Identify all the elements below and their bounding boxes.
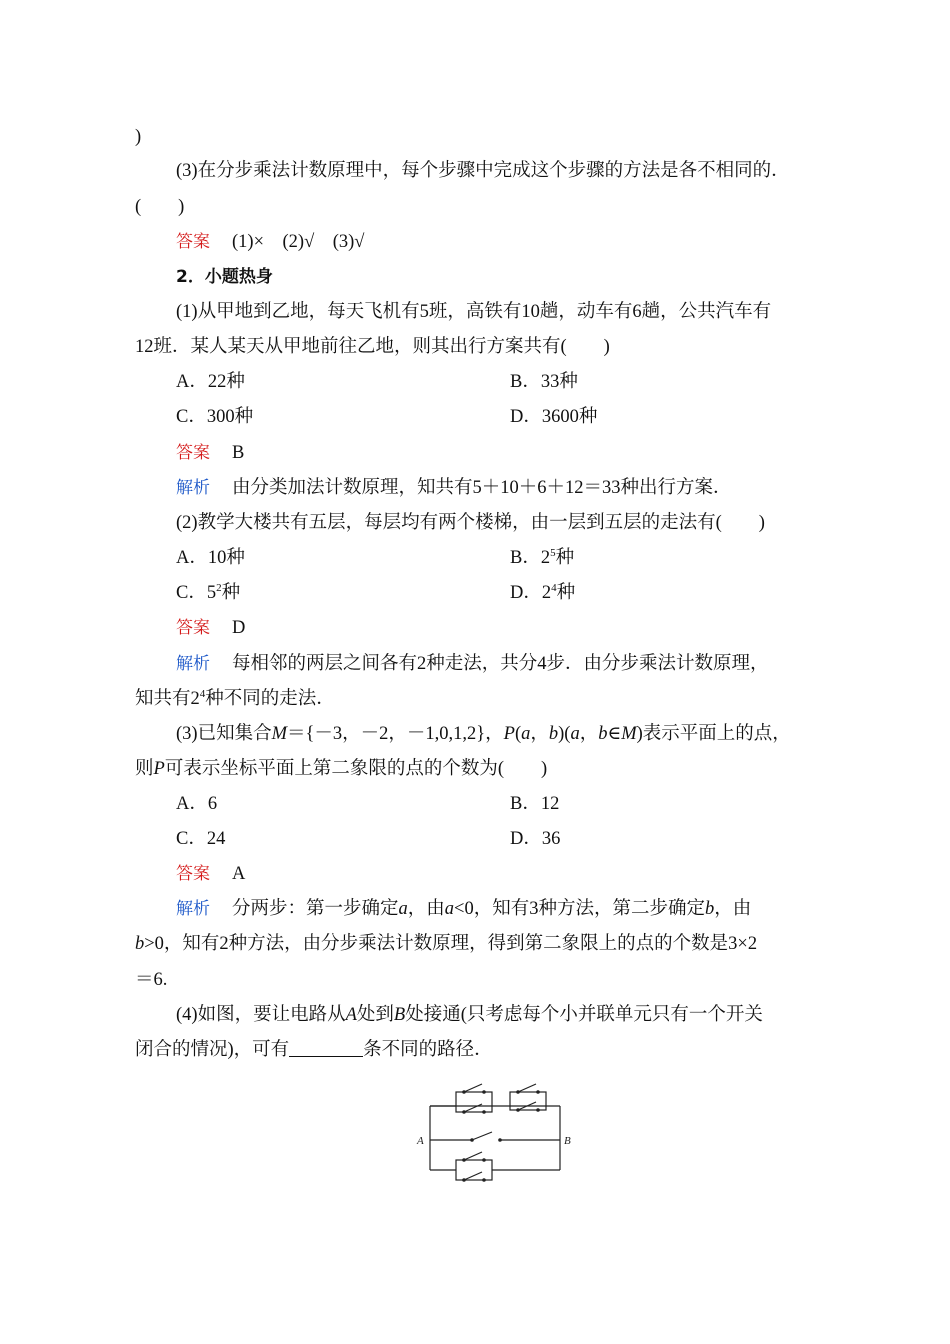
analysis-text: 由分类加法计数原理，知共有5＋10＋6＋12＝33种出行方案． bbox=[232, 478, 732, 498]
judge-answers: (1)× (2)√ (3)√ bbox=[232, 232, 365, 252]
problem-3-analysis-end: ＝6. bbox=[135, 970, 168, 990]
problem-3-line-2: 则P可表示坐标平面上第二象限的点的个数为( ) bbox=[135, 759, 548, 779]
problem-2-analysis-cont: 知共有$2^4$种不同的走法． bbox=[135, 688, 335, 709]
problem-1-line-2: 12班．某人某天从甲地前往乙地，则其出行方案共有( ) bbox=[135, 337, 610, 357]
option-a: A．22种 bbox=[176, 372, 245, 392]
option-a: A．10种 bbox=[176, 548, 245, 568]
answer-label: 答案 bbox=[176, 618, 210, 638]
answer-value: D bbox=[232, 618, 246, 638]
problem-2-answer bbox=[176, 615, 245, 641]
problem-3-answer bbox=[176, 861, 245, 887]
analysis-label: 解析 bbox=[176, 654, 210, 674]
judge-answer-line bbox=[176, 229, 364, 255]
answer-label: 答案 bbox=[176, 443, 210, 463]
problem-2-question: (2)教学大楼共有五层，每层均有两个楼梯，由一层到五层的走法有( ) bbox=[176, 513, 765, 533]
circuit-diagram bbox=[412, 1078, 582, 1188]
problem-4-line-1: (4)如图，要让电路从A处到B处接通(只考虑每个小并联单元只有一个开关 bbox=[176, 1005, 763, 1025]
problem-3-analysis-cont: b>0，知有2种方法，由分步乘法计数原理，得到第二象限上的点的个数是3×2 bbox=[135, 934, 758, 954]
problem-3-analysis: 解析 分两步：第一步确定a，由a<0，知有3种方法，第二步确定b，由 bbox=[176, 899, 752, 919]
option-c: C．$5^2$种 bbox=[176, 582, 241, 603]
problem-4-line-2: 闭合的情况)，可有 条不同的路径． bbox=[135, 1040, 493, 1060]
option-c: C．24 bbox=[176, 829, 226, 849]
section-heading: 2．小题热身 bbox=[176, 267, 273, 287]
analysis-label: 解析 bbox=[176, 899, 210, 919]
problem-1-analysis bbox=[176, 475, 732, 501]
node-label-b: B bbox=[564, 1135, 571, 1147]
judge-question-3: (3)在分步乘法计数原理中，每个步骤中完成这个步骤的方法是各不相同的． bbox=[176, 161, 790, 181]
option-b: B．33种 bbox=[510, 372, 578, 392]
option-b: B．12 bbox=[510, 794, 560, 814]
answer-value: A bbox=[232, 864, 246, 884]
text-line: ) bbox=[135, 127, 142, 147]
option-c: C．300种 bbox=[176, 407, 254, 427]
judge-paren: ( ) bbox=[135, 197, 185, 217]
node-label-a: A bbox=[417, 1135, 424, 1147]
answer-label: 答案 bbox=[176, 864, 210, 884]
option-a: A．6 bbox=[176, 794, 218, 814]
problem-2-analysis bbox=[176, 651, 769, 677]
option-b: B．$2^5$种 bbox=[510, 547, 575, 568]
analysis-label: 解析 bbox=[176, 478, 210, 498]
answer-blank bbox=[289, 1038, 363, 1057]
option-d: D．36 bbox=[510, 829, 561, 849]
option-d: D．3600种 bbox=[510, 407, 598, 427]
option-d: D．$2^4$种 bbox=[510, 582, 576, 603]
problem-1-line-1: (1)从甲地到乙地，每天飞机有5班，高铁有10趟，动车有6趟，公共汽车有 bbox=[176, 302, 772, 322]
answer-value: B bbox=[232, 443, 245, 463]
problem-1-answer bbox=[176, 440, 244, 466]
answer-label: 答案 bbox=[176, 232, 210, 252]
problem-3-line-1: (3)已知集合M＝{－3，－2，－1,0,1,2}，P(a，b)(a，b∈M)表示平面上的点， bbox=[176, 724, 791, 744]
analysis-text: 每相邻的两层之间各有2种走法，共分4步．由分步乘法计数原理， bbox=[232, 654, 769, 674]
